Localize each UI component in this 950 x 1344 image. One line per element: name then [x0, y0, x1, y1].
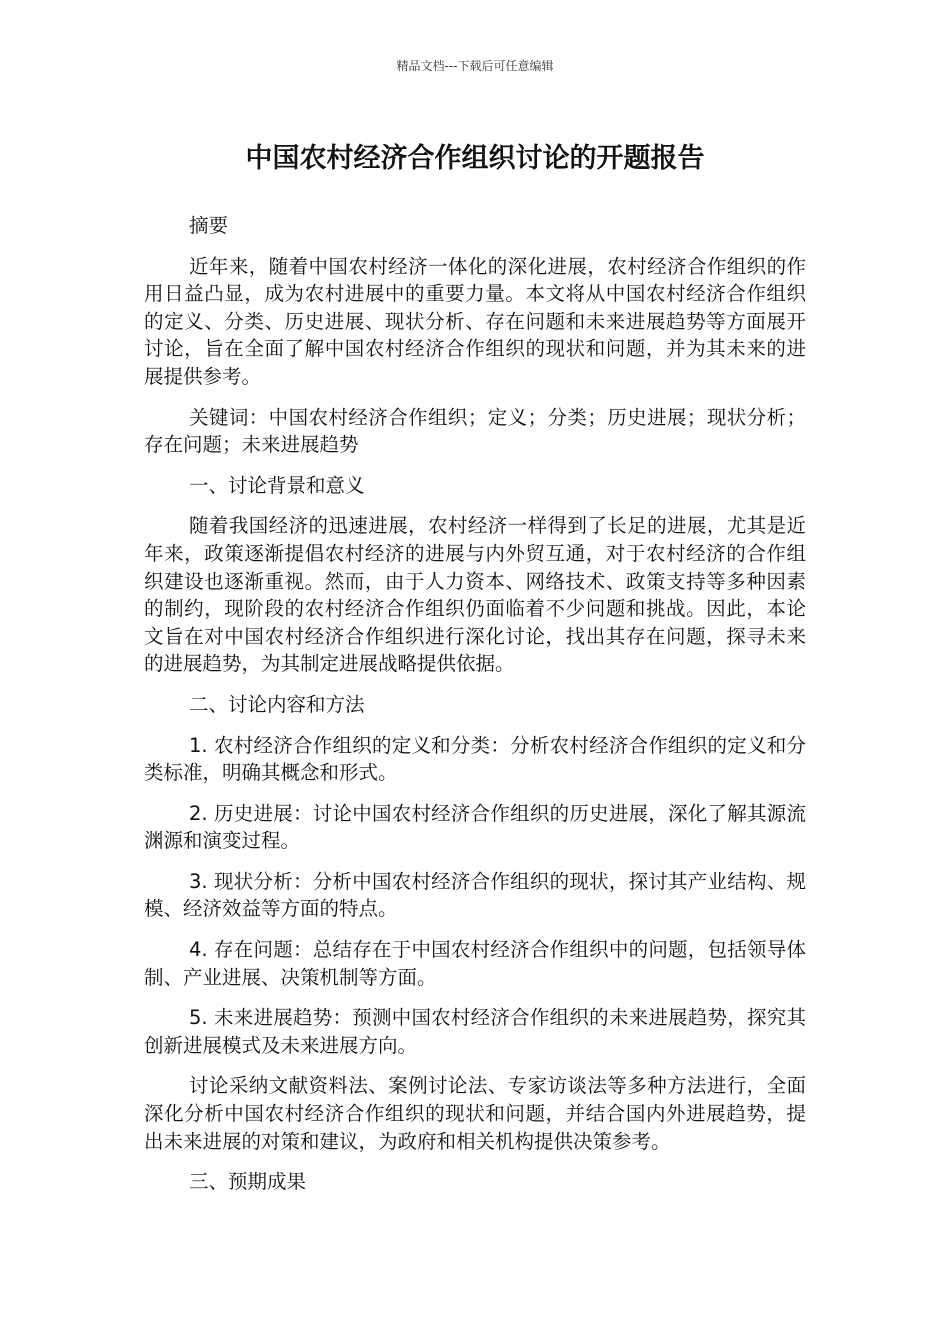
document-title: 中国农村经济合作组织讨论的开题报告 [245, 143, 705, 174]
abstract-paragraph: 近年来，随着中国农村经济一体化的深化进展，农村经济合作组织的作用日益凸显，成为农村进展中的重要力量。本文将从中国农村经济合作组织的定义、分类、历史进展、现状分析、存在问题和未来进展趋势等方面展开讨论，旨在全面了解中国农村经济合作组织的现状和问题，并为其未来的进展提供参考。 [144, 254, 806, 388]
section-heading-expected-results: 三、预期成果 [189, 1170, 307, 1194]
content-item-3: 3. 现状分析：分析中国农村经济合作组织的现状，探讨其产业结构、规模、经济效益等方面的特点。 [144, 869, 806, 921]
methods-paragraph: 讨论采纳文献资料法、案例讨论法、专家访谈法等多种方法进行，全面深化分析中国农村经济合作组织的现状和问题，并结合国内外进展趋势，提出未来进展的对策和建议，为政府和相关机构提供决策参考。 [144, 1074, 806, 1153]
content-item-4: 4. 存在问题：总结存在于中国农村经济合作组织中的问题，包括领导体制、产业进展、决策机制等方面。 [144, 938, 806, 989]
document-body [144, 212, 806, 1209]
content-item-5: 5. 未来进展趋势：预测中国农村经济合作组织的未来进展趋势，探究其创新进展模式及未来进展方向。 [144, 1006, 806, 1057]
background-paragraph: 随着我国经济的迅速进展，农村经济一样得到了长足的进展，尤其是近年来，政策逐渐提倡农村经济的进展与内外贸互通，对于农村经济的合作组织建设也逐渐重视。然而，由于人力资本、网络技术、政策支持等多种因素的制约，现阶段的农村经济合作组织仍面临着不少问题和挑战。因此，本论文旨在对中国农村经济合作组织进行深化讨论，找出其存在问题，探寻未来的进展趋势，为其制定进展战略提供依据。 [144, 514, 806, 676]
section-heading-content-methods: 二、讨论内容和方法 [189, 692, 365, 716]
header-note: 精品文档---下载后可任意编辑 [396, 59, 554, 73]
keywords-paragraph: 关键词：中国农村经济合作组织；定义；分类；历史进展；现状分析；存在问题；未来进展趋势 [144, 405, 806, 457]
content-item-1: 1. 农村经济合作组织的定义和分类：分析农村经济合作组织的定义和分类标准，明确其概念和形式。 [144, 733, 806, 785]
section-heading-background: 一、讨论背景和意义 [189, 473, 365, 497]
abstract-heading: 摘要 [189, 214, 229, 237]
content-item-2: 2. 历史进展：讨论中国农村经济合作组织的历史进展，深化了解其源流渊源和演变过程。 [144, 801, 806, 853]
